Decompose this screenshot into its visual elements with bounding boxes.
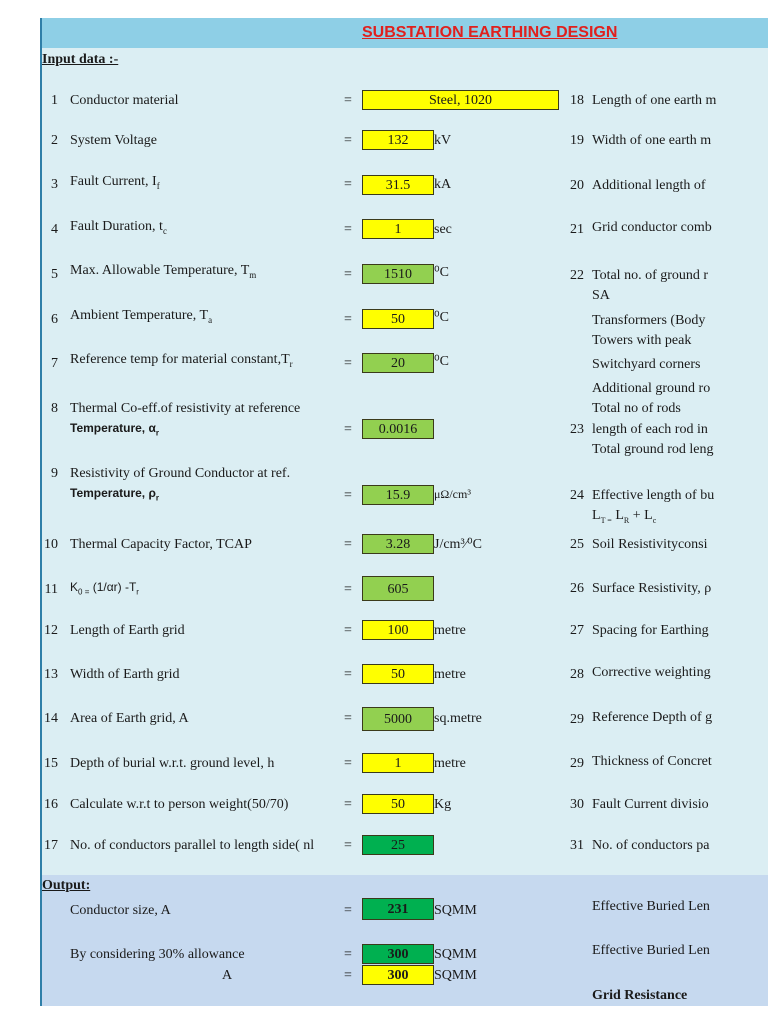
right-row-label: Additional ground ro	[592, 381, 711, 396]
equals-sign: =	[344, 222, 352, 237]
row-number: 13	[44, 667, 58, 682]
right-row-label: Grid conductor comb	[592, 220, 712, 235]
value-cell-resistivity[interactable]: 15.9	[362, 485, 434, 505]
row-label: Ambient Temperature, $T_a$	[70, 308, 213, 325]
right-row-label: Soil Resistivityconsi	[592, 537, 708, 552]
unit-label: metre	[434, 667, 466, 682]
right-row-label: Total no of rods	[592, 401, 681, 416]
output-conductor-size[interactable]: 231	[362, 898, 434, 920]
unit-label: ⁰C	[434, 265, 449, 280]
left-border	[40, 18, 42, 1006]
equals-sign: =	[344, 133, 352, 148]
right-row-label: Total ground rod leng	[592, 442, 714, 457]
row-number: 12	[44, 623, 58, 638]
right-row-number: 28	[570, 667, 584, 682]
row-label: Thermal Capacity Factor, TCAP	[70, 537, 252, 552]
row-label: Fault Current, $I_f$	[70, 174, 160, 191]
row-label-line2: Temperature, $\alpha_r$	[70, 421, 159, 438]
equals-sign: =	[344, 93, 352, 108]
row-number: 6	[51, 312, 58, 327]
row-label: Area of Earth grid, A	[70, 711, 189, 726]
right-row-label: Switchyard corners	[592, 357, 701, 372]
row-label: System Voltage	[70, 133, 157, 148]
row-label: Depth of burial w.r.t. ground level, h	[70, 756, 275, 771]
value-cell-system-voltage[interactable]: 132	[362, 130, 434, 150]
row-number: 7	[51, 356, 58, 371]
value-cell-k0[interactable]: 605	[362, 576, 434, 601]
unit-label: metre	[434, 756, 466, 771]
equals-sign: =	[344, 356, 352, 371]
unit-label: ⁰C	[434, 354, 449, 369]
value-cell-conductor-material[interactable]: Steel, 1020	[362, 90, 559, 110]
output-label: By considering 30% allowance	[70, 947, 245, 962]
row-label: Reference temp for material $constant,T_r$	[70, 352, 293, 369]
right-row-label: Effective length of bu	[592, 488, 715, 503]
unit-label: SQMM	[434, 968, 477, 983]
lt-formula: $L_{T =}$ $L_R + L_c$	[592, 508, 657, 525]
value-cell-grid-width[interactable]: 50	[362, 664, 434, 684]
value-cell-max-temperature[interactable]: 1510	[362, 264, 434, 284]
equals-sign: =	[344, 582, 352, 597]
row-label: $K_{0 =}$ (1/αr) $-T_r$	[70, 580, 139, 597]
right-row-number: 21	[570, 222, 584, 237]
row-label: Length of Earth grid	[70, 623, 185, 638]
value-cell-parallel-conductors[interactable]: 25	[362, 835, 434, 855]
row-number: 15	[44, 756, 58, 771]
value-cell-person-weight[interactable]: 50	[362, 794, 434, 814]
row-label: Conductor material	[70, 93, 179, 108]
unit-label: kV	[434, 133, 452, 148]
right-row-label: No. of conductors pa	[592, 838, 710, 853]
equals-sign: =	[344, 488, 352, 503]
right-row-number: 26	[570, 581, 584, 596]
row-number: 1	[51, 93, 58, 108]
row-number: 5	[51, 267, 58, 282]
right-row-number: 31	[570, 838, 584, 853]
output-final-size[interactable]: 300	[362, 965, 434, 985]
unit-label: SQMM	[434, 903, 477, 918]
output-header: Output:	[42, 878, 91, 893]
row-label-line2: Temperature, $\rho_r$	[70, 486, 160, 503]
right-row-label: Length of one earth m	[592, 93, 717, 108]
output-section-bg	[42, 875, 768, 1006]
row-label: Resistivity of Ground Conductor at ref.	[70, 466, 291, 481]
row-number: 10	[44, 537, 58, 552]
unit-label: μΩ/cm³	[434, 487, 471, 501]
value-cell-tcap[interactable]: 3.28	[362, 534, 434, 554]
equals-sign: =	[344, 797, 352, 812]
output-label: Conductor size, A	[70, 903, 171, 918]
unit-label: kA	[434, 177, 452, 192]
equals-sign: =	[344, 422, 352, 437]
row-label: Max. Allowable Temperature, $T_m$	[70, 263, 257, 280]
row-number: 3	[51, 177, 58, 192]
right-row-label: Towers with peak	[592, 333, 692, 348]
row-number: 9	[51, 466, 58, 481]
equals-sign: =	[344, 968, 352, 983]
right-row-label: Transformers (Body	[592, 313, 706, 328]
unit-label: Kg	[434, 797, 452, 812]
row-number: 17	[44, 838, 58, 853]
row-number: 16	[44, 797, 58, 812]
right-row-number: 20	[570, 178, 584, 193]
right-row-label: Effective Buried Len	[592, 943, 710, 958]
row-number: 8	[51, 401, 58, 416]
right-row-number: 29	[570, 756, 584, 771]
row-number: 2	[51, 133, 58, 148]
right-row-label: Additional length of	[592, 178, 706, 193]
unit-label: sec	[434, 222, 452, 237]
value-cell-reference-temp[interactable]: 20	[362, 353, 434, 373]
equals-sign: =	[344, 903, 352, 918]
equals-sign: =	[344, 711, 352, 726]
row-label: Thermal Co-eff.of resistivity at reference	[70, 401, 301, 416]
right-row-label: length of each rod in	[592, 422, 708, 437]
equals-sign: =	[344, 312, 352, 327]
value-cell-fault-duration[interactable]: 1	[362, 219, 434, 239]
output-label: A	[222, 968, 233, 983]
value-cell-ambient-temperature[interactable]: 50	[362, 309, 434, 329]
equals-sign: =	[344, 756, 352, 771]
unit-label: SQMM	[434, 947, 477, 962]
row-label: No. of conductors parallel to length side( nl	[70, 838, 315, 853]
right-row-number: 19	[570, 133, 584, 148]
value-cell-grid-area[interactable]: 5000	[362, 707, 434, 731]
right-row-label: SA	[592, 288, 610, 303]
output-allowance-size[interactable]: 300	[362, 944, 434, 964]
right-row-label: Fault Current divisio	[592, 797, 709, 812]
right-row-number: 24	[570, 488, 584, 503]
equals-sign: =	[344, 838, 352, 853]
right-row-label: Spacing for Earthing	[592, 623, 709, 638]
row-label: Fault Duration, $t_c$	[70, 219, 167, 236]
right-row-label: Corrective weighting	[592, 665, 711, 680]
sheet-title: SUBSTATION EARTHING DESIGN	[362, 24, 618, 41]
input-header: Input data :-	[42, 52, 119, 67]
unit-label: ⁰C	[434, 310, 449, 325]
unit-label: metre	[434, 623, 466, 638]
equals-sign: =	[344, 537, 352, 552]
row-label: Width of Earth grid	[70, 667, 180, 682]
right-row-label: Grid Resistance	[592, 988, 688, 1003]
row-number: 11	[44, 582, 58, 597]
right-row-label: Surface Resistivity, ρ	[592, 581, 712, 596]
equals-sign: =	[344, 267, 352, 282]
equals-sign: =	[344, 667, 352, 682]
spreadsheet-area	[40, 18, 768, 1006]
unit-label: sq.metre	[434, 711, 482, 726]
value-cell-burial-depth[interactable]: 1	[362, 753, 434, 773]
right-row-label: Thickness of Concret	[592, 754, 712, 769]
right-row-number: 25	[570, 537, 584, 552]
value-cell-thermal-coefficient[interactable]: 0.0016	[362, 419, 434, 439]
row-number: 14	[44, 711, 58, 726]
right-row-number: 22	[570, 268, 584, 283]
right-row-label: Effective Buried Len	[592, 899, 710, 914]
row-label: Calculate w.r.t to person weight(50/70)	[70, 797, 289, 812]
right-row-number: 18	[570, 93, 584, 108]
unit-label: J/cm³⁄⁰C	[434, 537, 482, 552]
value-cell-fault-current[interactable]: 31.5	[362, 175, 434, 195]
value-cell-grid-length[interactable]: 100	[362, 620, 434, 640]
right-row-label: Reference Depth of g	[592, 710, 713, 725]
right-row-number: 30	[570, 797, 584, 812]
row-number: 4	[51, 222, 58, 237]
equals-sign: =	[344, 177, 352, 192]
equals-sign: =	[344, 623, 352, 638]
right-row-number: 27	[570, 623, 584, 638]
equals-sign: =	[344, 947, 352, 962]
right-row-label: Total no. of ground r	[592, 268, 709, 283]
right-row-number: 29	[570, 712, 584, 727]
right-row-number: 23	[570, 422, 584, 437]
right-row-label: Width of one earth m	[592, 133, 712, 148]
